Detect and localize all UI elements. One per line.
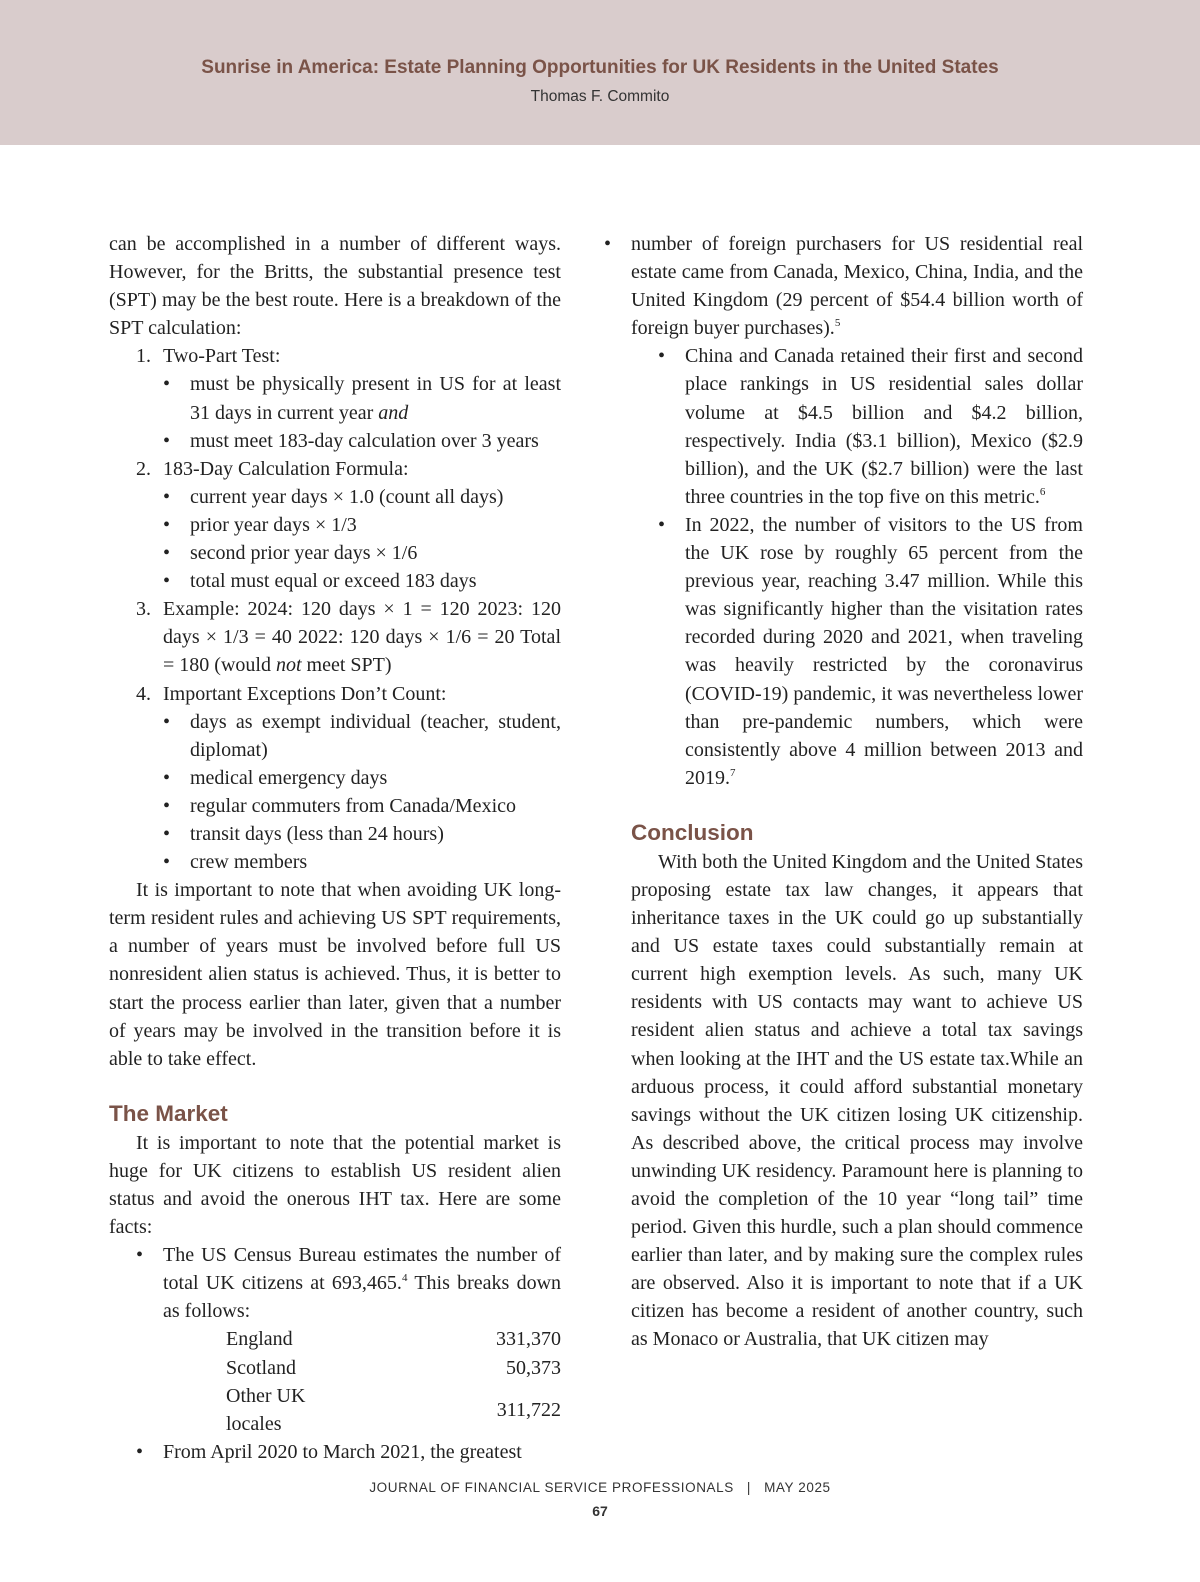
- list-item-title: 183-Day Calculation Formula:: [163, 457, 409, 480]
- left-column: [109, 230, 561, 1466]
- list-item: • must meet 183-day calculation over 3 years: [109, 427, 561, 455]
- conclusion-paragraph: With both the United Kingdom and the United States proposing estate tax law changes, it appears that inheritance taxes in the UK could go up substantially and US estate taxes could substantially remain at current high exemption levels. As such, many UK residents with US contacts may want to achieve US resident alien status and achieve a total tax savings when looking at the IHT and the US estate tax.While an arduous process, it could afford substantial monetary savings without the UK citizen losing UK citizenship. As described above, the critical process may involve unwinding UK residency. Paramount here is planning to avoid the completion of the 10 year “long tail” time period. Given this hurdle, such a plan should commence earlier than later, and by making sure the complex rules are observed. Also it is important to note that if a UK citizen has become a resident of another country, such as Monaco or Australia, that UK citizen may: [631, 850, 1083, 1351]
- list-item: 3. Example: 2024: 120 days × 1 = 120 2023: 120 days × 1/3 = 40 2022: 120 days × 1/6 = 20 Total = 180 (would not meet SPT): [109, 595, 561, 679]
- facts-list-right: [631, 342, 1083, 792]
- list-item: • prior year days × 1/3: [109, 511, 561, 539]
- footnote-ref: 5: [834, 317, 841, 330]
- list-item: • days as exempt individual (teacher, student, diplomat): [109, 708, 561, 764]
- list-item: [109, 680, 561, 877]
- table-row: England 331,370: [226, 1328, 561, 1351]
- list-item-title: Important Exceptions Don’t Count:: [163, 682, 447, 705]
- footnote-ref: 7: [730, 766, 736, 779]
- journal-footer: JOURNAL OF FINANCIAL SERVICE PROFESSIONALS | MAY 2025: [369, 1480, 831, 1495]
- list-number: 1.: [136, 345, 151, 368]
- note-paragraph: It is important to note that when avoiding UK long-term resident rules and achieving US SPT requirements, a number of years must be involved before full US nonresident alien status is achieved. Thus, it is better to start the process earlier than later, given that a number of years may be involved in the transition before it is able to take effect.: [109, 879, 561, 1070]
- table-row: Scotland 50,373: [226, 1356, 561, 1379]
- facts-list: [109, 1241, 561, 1466]
- article-title: Sunrise in America: Estate Planning Opportunities for UK Residents in the United States: [201, 57, 999, 78]
- list-item: • total must equal or exceed 183 days: [109, 567, 561, 595]
- list-item: • The US Census Bureau estimates the number of total UK citizens at 693,465.$^4$ This breaks down as follows: England 331,370 Scotland 50,373 Other UK locales 311,722: [109, 1241, 561, 1438]
- list-item: • crew members: [109, 848, 561, 876]
- uk-citizens-table: [226, 1325, 561, 1437]
- right-column: [631, 230, 1083, 1354]
- sub-list: [163, 370, 561, 454]
- list-item: • In 2022, the number of visitors to the US from the UK rose by roughly 65 percent from the previous year, reaching 3.47 million. While this was significantly higher than the visitation rates recorded during 2020 and 2021, when traveling was heavily restricted by the coronavirus (COVID-19) pandemic, it was nevertheless lower than pre-pandemic numbers, which were consistently above 4 million between 2013 and 2019.$^7$: [631, 511, 1083, 792]
- page-header: [0, 0, 1200, 145]
- list-number: 3.: [136, 598, 151, 621]
- list-item: • China and Canada retained their first and second place rankings in US residential sales dollar volume at $4.5 billion and $4.2 billion, respectively. India ($3.1 billion), Mexico ($2.9 billion), and the UK ($2.7 billion) were the last three countries in the top five on this metric.$^6$: [631, 342, 1083, 511]
- sub-list: [163, 708, 561, 877]
- intro-paragraph: can be accomplished in a number of different ways. However, for the Britts, the substantial presence test (SPT) may be the best route. Here is a breakdown of the SPT calculation:: [109, 233, 561, 340]
- page-number: 67: [592, 1503, 608, 1519]
- list-number: 2.: [136, 457, 151, 480]
- table-row: Other UK locales 311,722: [226, 1384, 561, 1435]
- sub-list: [163, 483, 561, 595]
- footnote-ref: 6: [1039, 485, 1046, 498]
- list-item: • transit days (less than 24 hours): [109, 820, 561, 848]
- list-item-title: Two-Part Test:: [163, 345, 281, 368]
- list-item: • number of foreign purchasers for US residential real estate came from Canada, Mexico, China, India, and the United Kingdom (29 percent of $54.4 billion worth of foreign buyer purchases).$^5$: [577, 230, 1083, 342]
- list-number: 4.: [136, 682, 151, 705]
- market-heading: The Market: [109, 1100, 228, 1126]
- list-item: • second prior year days × 1/6: [109, 539, 561, 567]
- article-author: Thomas F. Commito: [530, 88, 670, 105]
- list-item: • medical emergency days: [109, 764, 561, 792]
- list-item: [109, 455, 561, 595]
- facts-list-continued: [631, 230, 1083, 342]
- spt-list: [109, 342, 561, 876]
- list-item: • current year days × 1.0 (count all days): [109, 483, 561, 511]
- list-item: • must be physically present in US for at least 31 days in current year and: [109, 370, 561, 426]
- list-item: • From April 2020 to March 2021, the greatest: [109, 1438, 561, 1466]
- conclusion-heading: Conclusion: [631, 819, 754, 845]
- footnote-ref: 4: [401, 1272, 408, 1285]
- market-intro: It is important to note that the potential market is huge for UK citizens to establish US resident alien status and avoid the onerous IHT tax. Here are some facts:: [109, 1131, 561, 1239]
- list-item: • regular commuters from Canada/Mexico: [109, 792, 561, 820]
- list-item: [109, 342, 561, 454]
